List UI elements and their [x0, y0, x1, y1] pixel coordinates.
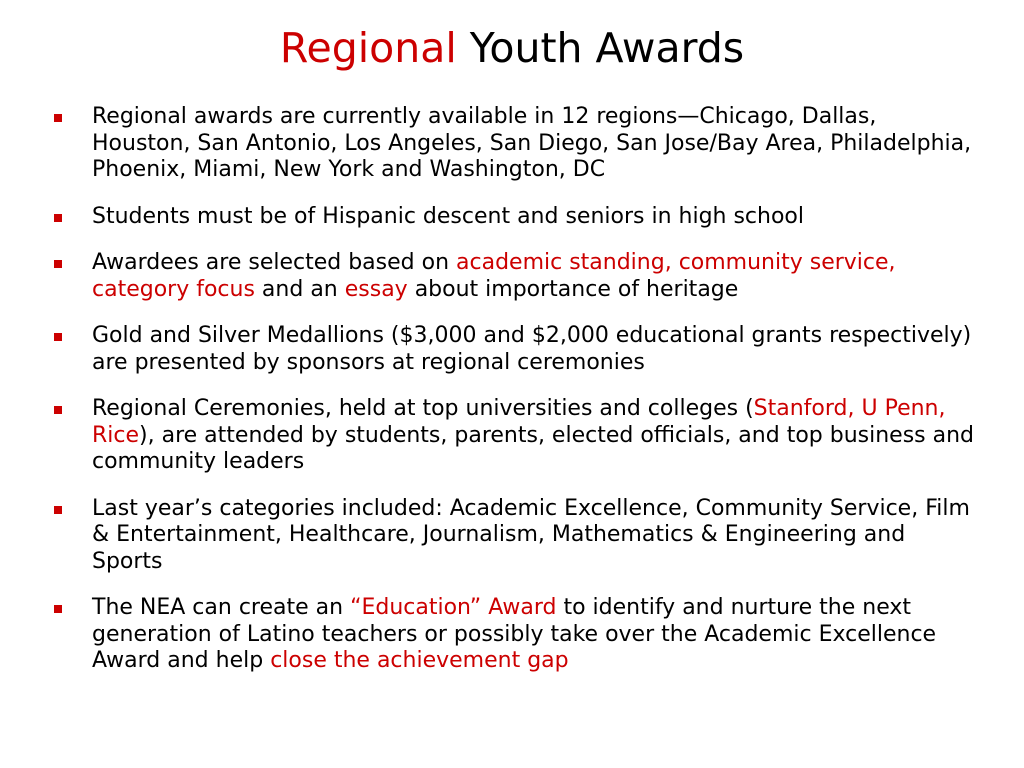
bullet-text: about importance of heritage [407, 276, 739, 302]
highlighted-text: “Education” Award [350, 595, 557, 620]
bullet-item [48, 104, 978, 184]
highlighted-text: academic standing, community service, category focus [92, 250, 896, 302]
title-highlight: Regional [279, 24, 457, 72]
square-bullet-icon [54, 260, 62, 268]
bullet-item [48, 323, 978, 376]
bullet-text: Last year’s categories included: Academic Excellence, Community Service, Film & Entertainment, Healthcare, Journalism, Mathematics & Engineering and Sports [92, 495, 970, 574]
bullet-text: Regional awards are currently available in 12 regions—Chicago, Dallas, Houston, San Antonio, Los Angeles, San Diego, San Jose/Bay Area, Philadelphia, Phoenix, Miami, New York and Washington, DC [92, 104, 972, 182]
bullet-text: to identify and nurture the next generation of Latino teachers or possibly take over the Academic Excellence Award and help [92, 595, 937, 673]
bullet-text: Awardees are selected based on [92, 250, 457, 275]
highlighted-text: close the achievement gap [270, 648, 569, 673]
title-rest: Youth Awards [456, 24, 745, 72]
bullet-text: Regional Ceremonies, held at top universities and colleges ( [92, 396, 754, 421]
bullet-item [48, 496, 978, 576]
bullet-text: Students must be of Hispanic descent and seniors in high school [92, 203, 805, 229]
highlighted-text: Stanford, U Penn, Rice [92, 396, 946, 448]
square-bullet-icon [54, 506, 62, 514]
square-bullet-icon [54, 605, 62, 613]
bullet-text: ), are attended by students, parents, elected officials, and top business and community leaders [92, 422, 974, 474]
slide-title [0, 22, 1024, 74]
highlighted-text: essay [344, 276, 408, 302]
bullet-text: The NEA can create an [92, 595, 351, 620]
square-bullet-icon [54, 114, 62, 122]
bullet-text: and an [254, 276, 345, 302]
square-bullet-icon [54, 214, 62, 222]
square-bullet-icon [54, 333, 62, 341]
bullet-item [48, 595, 978, 675]
bullet-text: Gold and Silver Medallions ($3,000 and $2,000 educational grants respectively) are presented by sponsors at regional ceremonies [92, 323, 972, 375]
bullet-item [48, 396, 978, 476]
square-bullet-icon [54, 406, 62, 414]
bullet-list [48, 104, 978, 695]
bullet-item [48, 204, 978, 231]
bullet-item [48, 250, 978, 303]
